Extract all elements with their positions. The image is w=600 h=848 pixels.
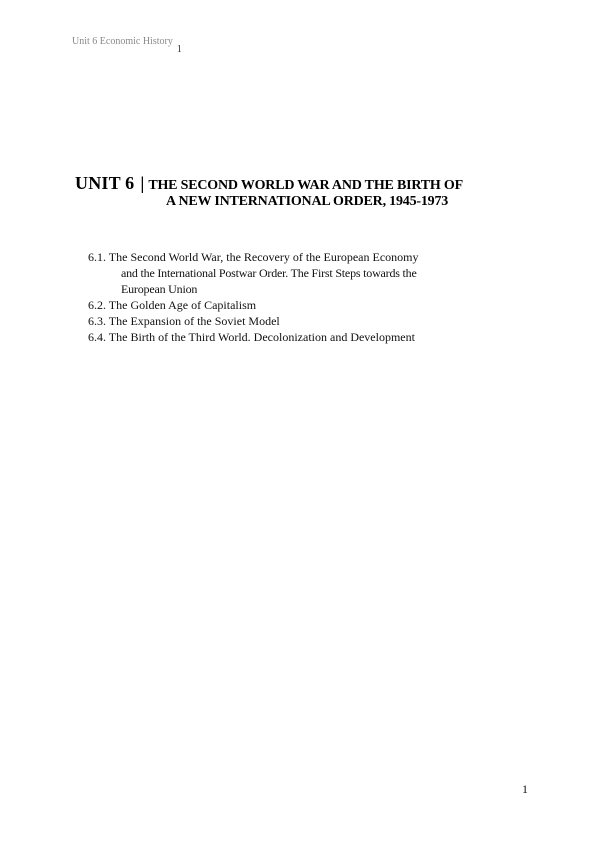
toc-item-6-4 (88, 329, 508, 345)
unit-title-line-2: A NEW INTERNATIONAL ORDER, 1945-1973 (166, 194, 449, 209)
table-of-contents (88, 249, 508, 345)
toc-item-6-4-line-1: 6.4. The Birth of the Third World. Decolonization and Development (88, 330, 415, 344)
running-header (72, 36, 182, 55)
unit-label: UNIT 6 (75, 173, 135, 193)
unit-separator: | (140, 173, 145, 193)
toc-item-6-1-line-2: and the International Postwar Order. The First Steps towards the (121, 266, 417, 280)
toc-item-6-3 (88, 313, 508, 329)
running-header-page-number: 1 (176, 44, 182, 55)
toc-item-6-3-line-1: 6.3. The Expansion of the Soviet Model (88, 314, 280, 328)
toc-item-6-2 (88, 297, 508, 313)
toc-item-6-1 (88, 249, 508, 297)
running-header-title: Unit 6 Economic History (72, 36, 173, 47)
toc-item-6-1-line-3: European Union (121, 282, 198, 296)
unit-heading (75, 173, 545, 210)
toc-item-6-2-line-1: 6.2. The Golden Age of Capitalism (88, 298, 257, 312)
footer-page-number: 1 (522, 782, 528, 796)
unit-title-line-1: THE SECOND WORLD WAR AND THE BIRTH OF (148, 178, 463, 193)
toc-item-6-1-line-1: 6.1. The Second World War, the Recovery of the European Economy (88, 250, 419, 264)
